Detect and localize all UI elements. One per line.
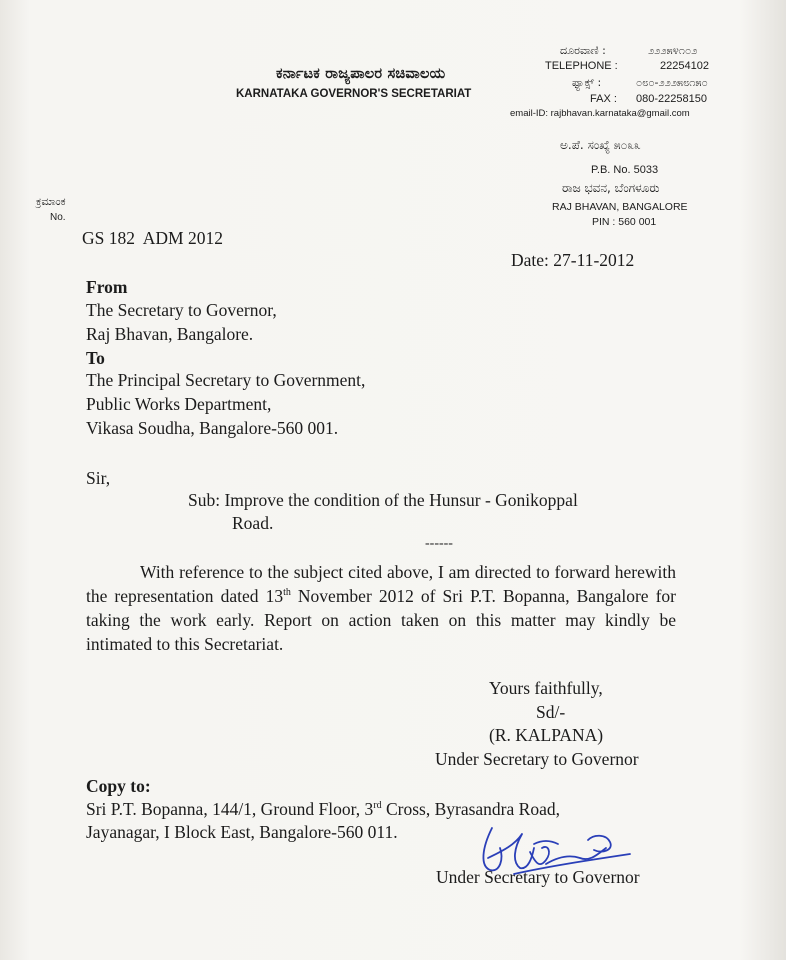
copy-line-1	[86, 799, 560, 820]
email-address: email-ID: rajbhavan.karnataka@gmail.com	[510, 108, 690, 119]
date-day: 27	[553, 250, 571, 270]
copy-line-1-b: Cross, Byrasandra Road,	[381, 799, 560, 819]
copy-label: Copy to:	[86, 776, 151, 796]
closing-name: (R. KALPANA)	[489, 725, 604, 745]
pb-english: P.B. No. 5033	[591, 164, 659, 176]
from-line-2: Raj Bhavan, Bangalore.	[86, 324, 254, 344]
copy-line-1-sup: rd	[373, 800, 382, 812]
from-label: From	[86, 277, 128, 297]
to-line-2: Public Works Department,	[86, 394, 272, 414]
address-english: RAJ BHAVAN, BANGALORE	[552, 201, 688, 213]
footer-designation: Under Secretary to Governor	[436, 867, 640, 887]
telephone-kannada-label: ದೂರವಾಣಿ :	[560, 44, 606, 57]
subject-divider: ------	[425, 536, 453, 551]
salutation: Sir,	[86, 468, 111, 488]
to-line-1: The Principal Secretary to Government,	[86, 370, 366, 390]
from-line-1: The Secretary to Governor,	[86, 300, 277, 320]
to-label: To	[86, 348, 105, 368]
telephone-label: TELEPHONE :	[545, 60, 618, 72]
letter-date	[511, 250, 634, 271]
date-label: Date:	[511, 250, 554, 270]
fax-value: 080-22258150	[636, 93, 707, 105]
pin: PIN : 560 001	[592, 216, 657, 228]
telephone-kannada-value: ೨೨೨೫೪೧೦೨	[648, 44, 698, 57]
handwritten-signature	[470, 818, 650, 888]
body-sup: th	[283, 587, 291, 599]
to-line-3: Vikasa Soudha, Bangalore-560 001.	[86, 418, 339, 438]
kramanka-label: ಕ್ರಮಾಂಕ	[36, 195, 66, 208]
fax-label: FAX :	[590, 93, 617, 105]
body-paragraph	[86, 560, 676, 656]
body-part-2: November 2012 of Sri P.T. Bopanna, Bangalore for taking the work early. Report on action taken on this matter may kindly be intimated to this Secretariat.	[86, 586, 677, 654]
body-part-1: With reference to the subject cited above, I am directed to forward herewith the representation dated 13	[86, 562, 676, 606]
no-label: No.	[50, 212, 66, 223]
address-kannada: ರಾಜ ಭವನ, ಬೆಂಗಳೂರು	[562, 181, 660, 195]
subject-line-1: Sub: Improve the condition of the Hunsur - Gonikoppal	[188, 490, 578, 510]
telephone-value: 22254102	[660, 60, 709, 72]
copy-line-2: Jayanagar, I Block East, Bangalore-560 011.	[86, 822, 398, 842]
pb-kannada: ಅ.ಪೆ. ಸಂಖ್ಯೆ ೫೦೩೩	[560, 138, 641, 152]
header-title-kannada: ಕರ್ನಾಟಕ ರಾಜ್ಯಪಾಲರ ಸಚಿವಾಲಯ	[276, 66, 446, 82]
header-title-english: KARNATAKA GOVERNOR'S SECRETARIAT	[236, 88, 472, 100]
fax-kannada-label: ಫ್ಯಾಕ್ಸ್ :	[572, 76, 602, 89]
date-rest: -11-2012	[570, 250, 635, 270]
fax-kannada-value: ೦೮೦-೨೨೨೫೮೧೫೦	[636, 76, 708, 89]
subject-line-2: Road.	[232, 513, 274, 533]
reference-number: GS 182 ADM 2012	[82, 228, 223, 248]
copy-line-1-a: Sri P.T. Bopanna, 144/1, Ground Floor, 3	[86, 799, 374, 819]
closing-designation: Under Secretary to Governor	[435, 749, 639, 769]
closing-yours: Yours faithfully,	[489, 678, 603, 698]
closing-sd: Sd/-	[536, 702, 566, 722]
